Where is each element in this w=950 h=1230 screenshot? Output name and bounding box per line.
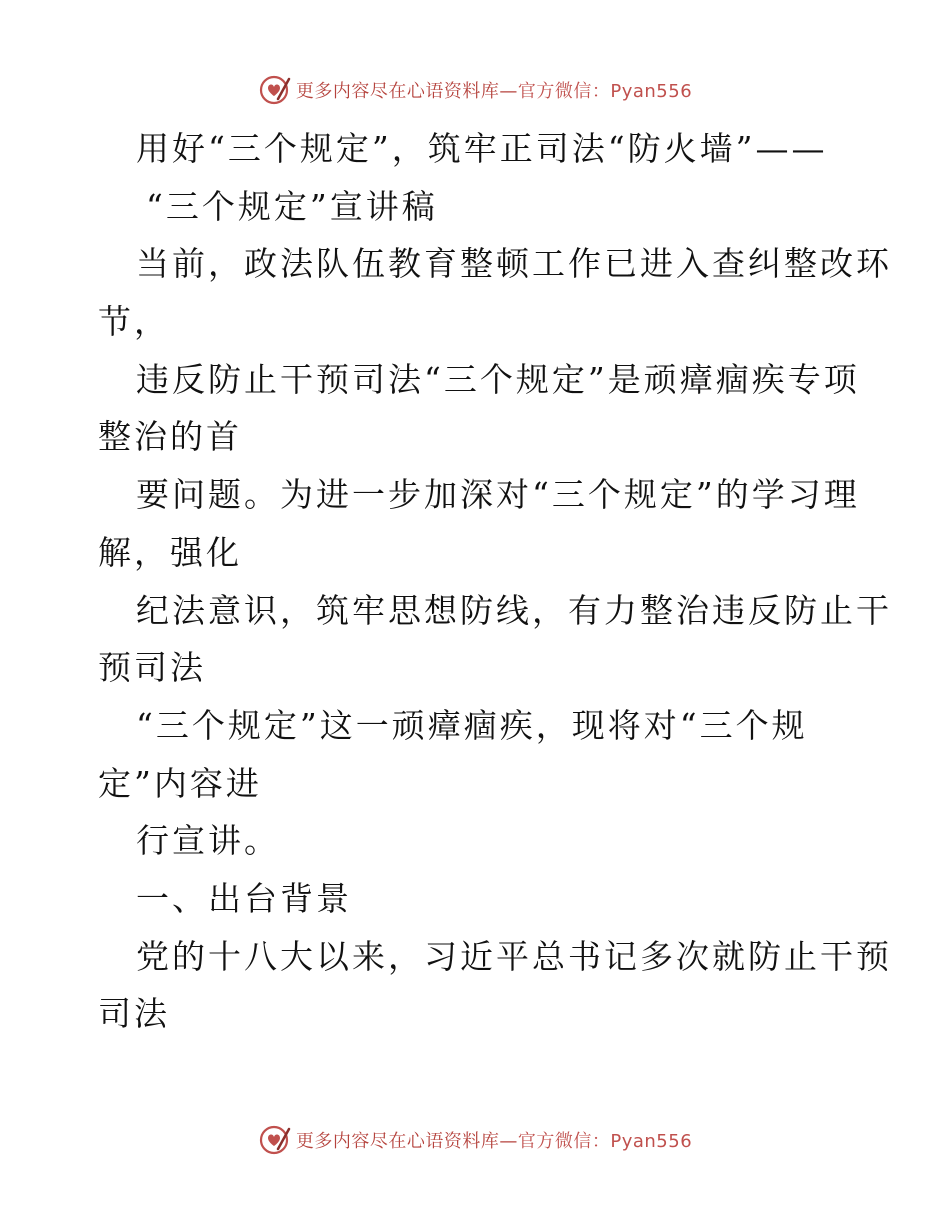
paragraph-line: 纪法意识，筑牢思想防线，有力整治违反防止干 [136,590,892,630]
paragraph-line: 定”内容进 [98,763,262,803]
paragraph-line: 党的十八大以来，习近平总书记多次就防止干预 [136,936,892,976]
footer-banner [0,1120,950,1160]
paragraph-line: 解，强化 [98,532,242,572]
paragraph-line: 节， [98,302,170,342]
heart-pen-logo-icon [258,1123,292,1157]
banner-dash: — [499,1131,518,1152]
paragraph-line: 当前，政法队伍教育整顿工作已进入查纠整改环 [136,244,892,284]
banner-main: 更多内容尽在心语资料库 [295,1131,500,1152]
paragraph-line: 要问题。为进一步加深对“三个规定”的学习理 [136,475,860,515]
document-body [98,120,892,1043]
paragraph-line: 行宣讲。 [136,821,280,861]
header-banner [0,70,950,110]
banner-main: 更多内容尽在心语资料库 [295,81,500,102]
section-heading: 一、出台背景 [136,878,352,918]
banner-wechat: 官方微信：Pyan556 [517,81,693,102]
banner-text [296,77,692,103]
paragraph-line: 预司法 [98,648,206,688]
doc-title-line-2: “三个规定”宣讲稿 [146,186,438,226]
paragraph-line: 司法 [98,994,170,1034]
banner-text [296,1127,692,1153]
doc-title-line-1: 用好“三个规定”，筑牢正司法“防火墙”—— [136,129,828,168]
banner-dash: — [499,81,518,102]
banner-wechat: 官方微信：Pyan556 [517,1131,693,1152]
paragraph-line: “三个规定”这一顽瘴痼疾，现将对“三个规 [136,705,808,745]
heart-pen-logo-icon [258,73,292,107]
paragraph-line: 整治的首 [98,417,242,457]
paragraph-line: 违反防止干预司法“三个规定”是顽瘴痼疾专项 [136,359,860,399]
